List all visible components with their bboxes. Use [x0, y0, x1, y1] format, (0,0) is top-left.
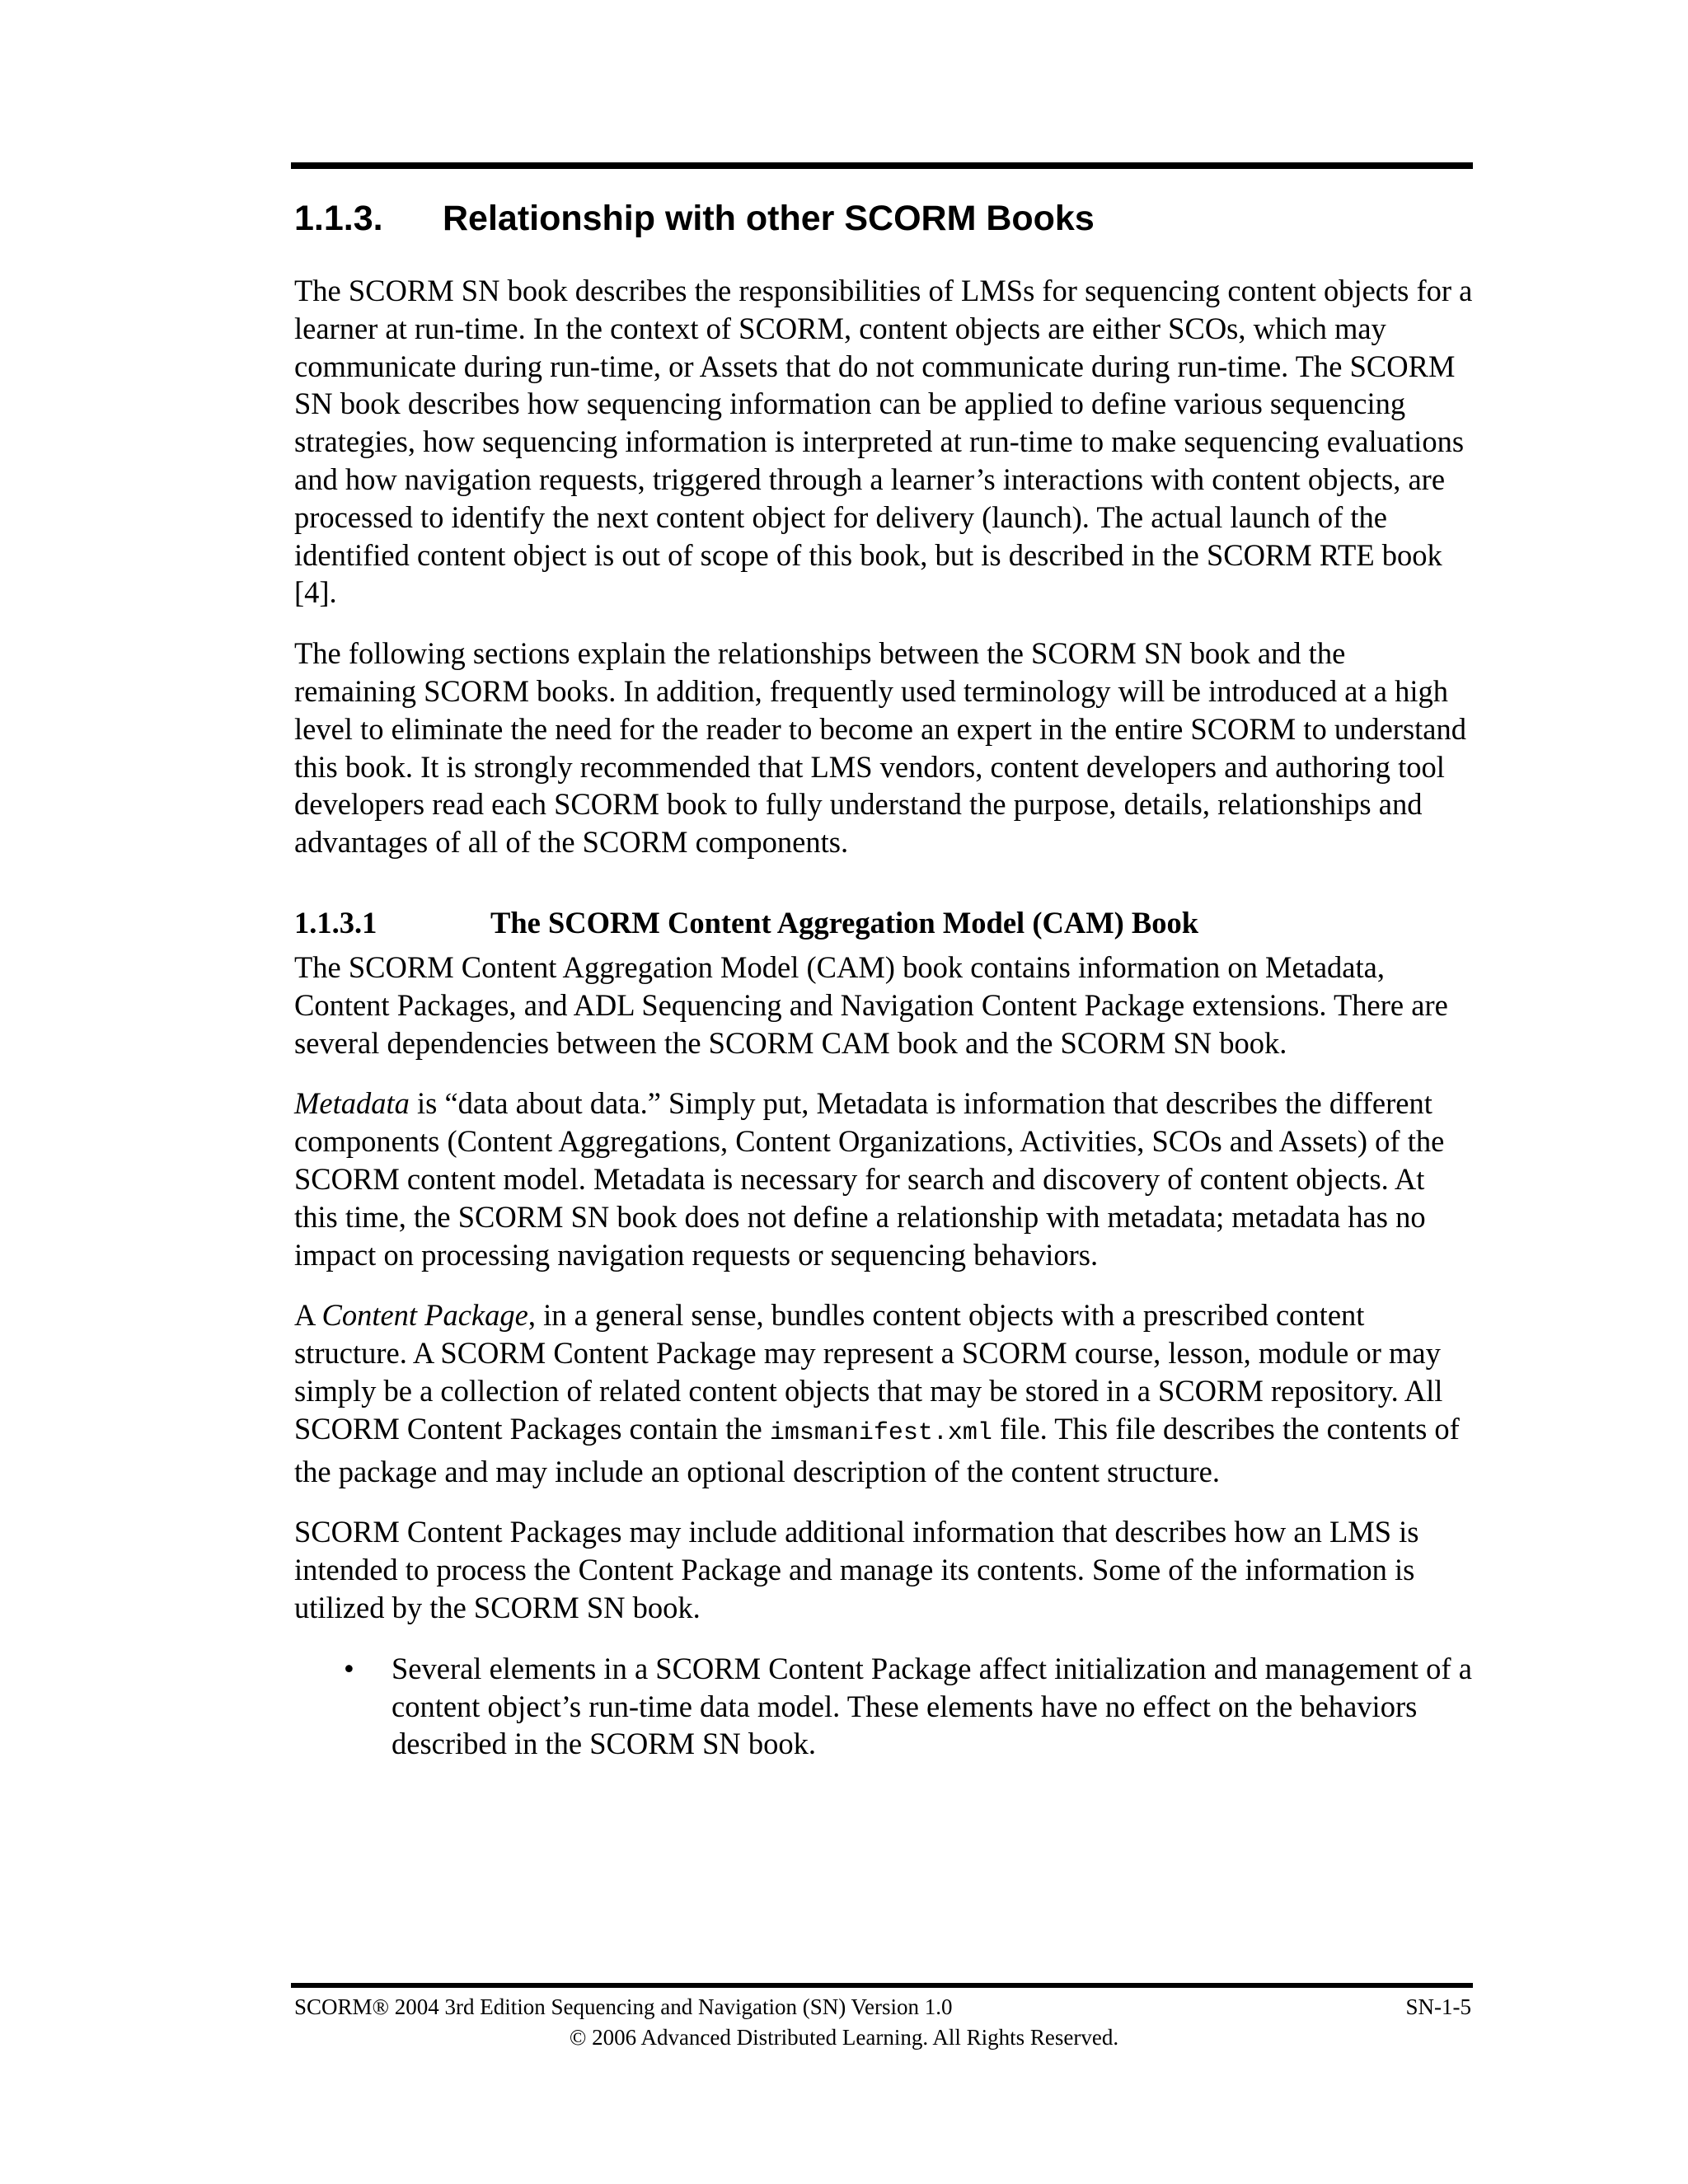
section-paragraph-2: The following sections explain the relationships between the SCORM SN book and the remaining SCORM books. In addition, frequently used terminology will be introduced at a high level to eliminate the need for the reader to become an expert in the entire SCORM to understand this book. It is strongly recommended that LMS vendors, content developers and authoring tool developers read each SCORM book to fully understand the purpose, details, relationships and advantages of all of the SCORM components. — [294, 636, 1467, 860]
content-package-paragraph — [294, 1296, 1473, 1490]
footer-rule — [291, 1983, 1473, 1988]
list-item — [294, 1650, 1473, 1763]
footer-copyright: © 2006 Advanced Distributed Learning. All Rights Reserved. — [569, 2025, 1119, 2050]
package-text-1: , in a general sense, bundles content objects with a prescribed content structure. A SCORM Content Package may represent a SCORM course, lesson, module or may simply be a collection of related content objects that may be stored in a SCORM repository. All SCORM Content Packages contain the — [294, 1298, 1443, 1446]
cam-intro-paragraph: The SCORM Content Aggregation Model (CAM) book contains information on Metadata, Content Packages, and ADL Sequencing and Navigation Content Package extensions. There are several dependencies between the SCORM CAM book and the SCORM SN book. — [294, 949, 1448, 1060]
list-item-text: Several elements in a SCORM Content Package affect initialization and management of a content object’s run-time data model. These elements have no effect on the behaviors described in the SCORM SN book. — [392, 1651, 1472, 1761]
section-title: Relationship with other SCORM Books — [443, 199, 1095, 238]
page-number: SN-1-5 — [1405, 1994, 1471, 2019]
footer-document-title: SCORM® 2004 3rd Edition Sequencing and Navigation (SN) Version 1.0 — [294, 1994, 953, 2019]
metadata-paragraph — [294, 1085, 1473, 1273]
manifest-filename: imsmanifest.xml — [769, 1418, 992, 1447]
subsection-title: The SCORM Content Aggregation Model (CAM) Book — [490, 905, 1199, 940]
bullet-icon: • — [344, 1651, 354, 1685]
subsection-number: 1.1.3.1 — [294, 905, 377, 940]
metadata-text: is “data about data.” Simply put, Metadata is information that describes the different components (Content Aggregations, Content Organizations, Activities, SCOs and Assets) of the SCORM content model. Metadata is necessary for search and discovery of content objects. At this time, the SCORM SN book does not define a relationship with metadata; metadata has no impact on processing navigation requests or sequencing behaviors. — [294, 1086, 1445, 1272]
header-rule — [291, 162, 1473, 169]
package-text-2: file. This file describes the contents of the package and may include an optional description of the content structure. — [294, 1411, 1460, 1488]
section-paragraph-1: The SCORM SN book describes the responsibilities of LMSs for sequencing content objects for a learner at run-time. In the context of SCORM, content objects are either SCOs, which may communicate during run-time, or Assets that do not communicate during run-time. The SCORM SN book describes how sequencing information can be applied to define various sequencing strategies, how sequencing information is interpreted at run-time to make sequencing evaluations and how navigation requests, triggered through a learner’s interactions with content objects, are processed to identify the next content object for delivery (launch). The actual launch of the identified content object is out of scope of this book, but is described in the SCORM RTE book [4]. — [294, 274, 1473, 610]
section-number: 1.1.3. — [294, 199, 383, 238]
subsection-heading — [294, 904, 1473, 941]
package-prefix: A — [294, 1298, 322, 1333]
section-heading — [294, 194, 1095, 243]
document-body — [294, 272, 1473, 1763]
additional-info-paragraph: SCORM Content Packages may include additional information that describes how an LMS is intended to process the Content Package and manage its contents. Some of the information is utilized by the SCORM SN book. — [294, 1515, 1419, 1624]
package-term: Content Package — [321, 1298, 528, 1333]
metadata-term: Metadata — [294, 1086, 410, 1121]
bullet-list — [294, 1650, 1473, 1763]
